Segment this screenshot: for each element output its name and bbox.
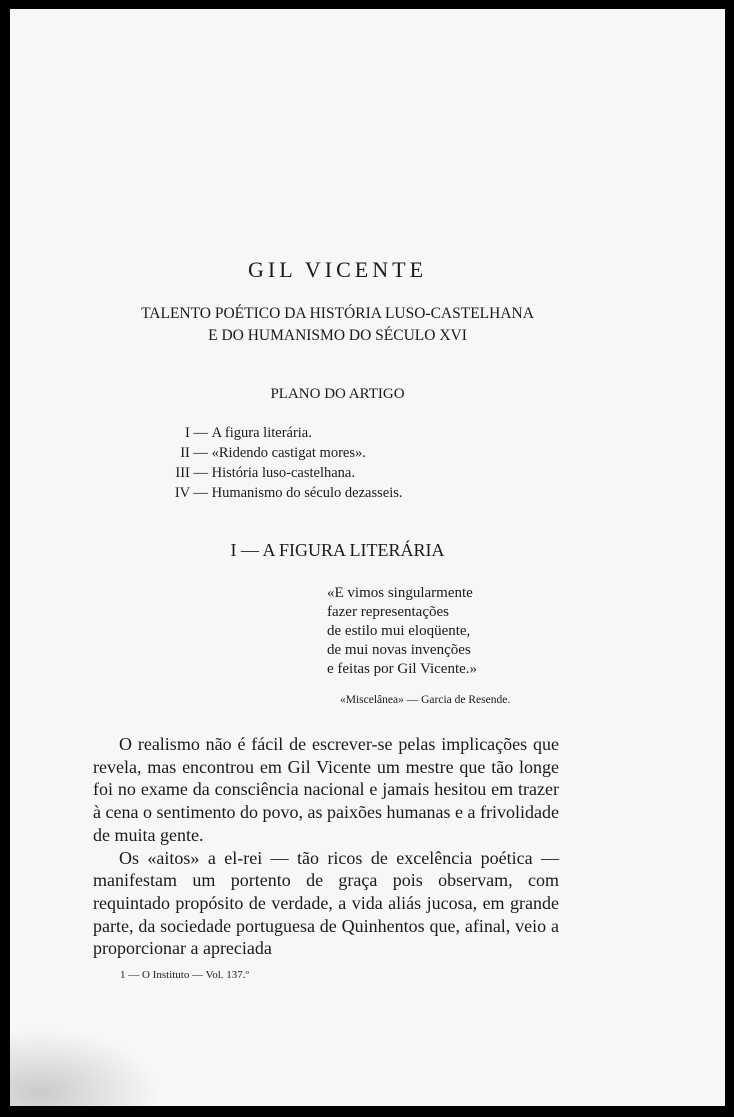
plan-list [160, 423, 403, 503]
plan-item-number: IV — [174, 485, 208, 501]
plan-item-number: I — [185, 425, 208, 441]
paragraph: O realismo não é fácil de escrever-se pelas implicações que revela, mas encontrou em Gil Vicente um mestre que tão longe foi no exame da consciência nacional e jamais hesitou em trazer à cena o sentimento do povo, as paixões humanas e a frivolidade de muita gente. [93, 734, 559, 845]
plan-item [160, 463, 403, 483]
plan-heading: PLANO DO ARTIGO [270, 386, 405, 402]
plan-item-text: «Ridendo castigat mores». [211, 445, 366, 461]
plan-item [160, 483, 403, 503]
plan-item-text: A figura literária. [211, 425, 312, 441]
epigraph-line: de mui novas invenções [327, 642, 471, 658]
section-heading: I — A FIGURA LITERÁRIA [230, 540, 445, 560]
epigraph-line: fazer representações [327, 604, 449, 620]
page-title: GIL VICENTE [247, 257, 428, 282]
paragraph: Os «aitos» a el-rei — tão ricos de excelência poética — manifestam um portento de graça pois observam, com requintado propósito de verdade, a vida aliás jucosa, em grande parte, da sociedade portuguesa de Quinhentos que, afinal, veio a proporcionar a apreciada [93, 847, 559, 959]
plan-item-number: III — [175, 465, 208, 481]
footnote: 1 — O Instituto — Vol. 137.º [120, 969, 249, 981]
epigraph [327, 584, 477, 679]
body-text [93, 733, 559, 960]
plan-item-text: Humanismo do século dezasseis. [211, 485, 403, 501]
subtitle-line-1: TALENTO POÉTICO DA HISTÓRIA LUSO-CASTELHANA [141, 305, 534, 322]
subtitle-line-2: E DO HUMANISMO DO SÉCULO XVI [208, 327, 467, 344]
plan-item-number: II — [180, 445, 208, 461]
epigraph-line: e feitas por Gil Vicente.» [327, 661, 478, 677]
plan-item-text: História luso-castelhana. [211, 465, 355, 481]
plan-item [160, 443, 403, 463]
epigraph-line: de estilo mui eloqüente, [327, 623, 471, 639]
epigraph-line: «E vimos singularmente [327, 585, 473, 601]
epigraph-attribution: «Miscelânea» — Garcia de Resende. [340, 694, 511, 706]
document-page [10, 9, 725, 1106]
scan-smudge [10, 1029, 160, 1106]
plan-item [160, 423, 403, 443]
